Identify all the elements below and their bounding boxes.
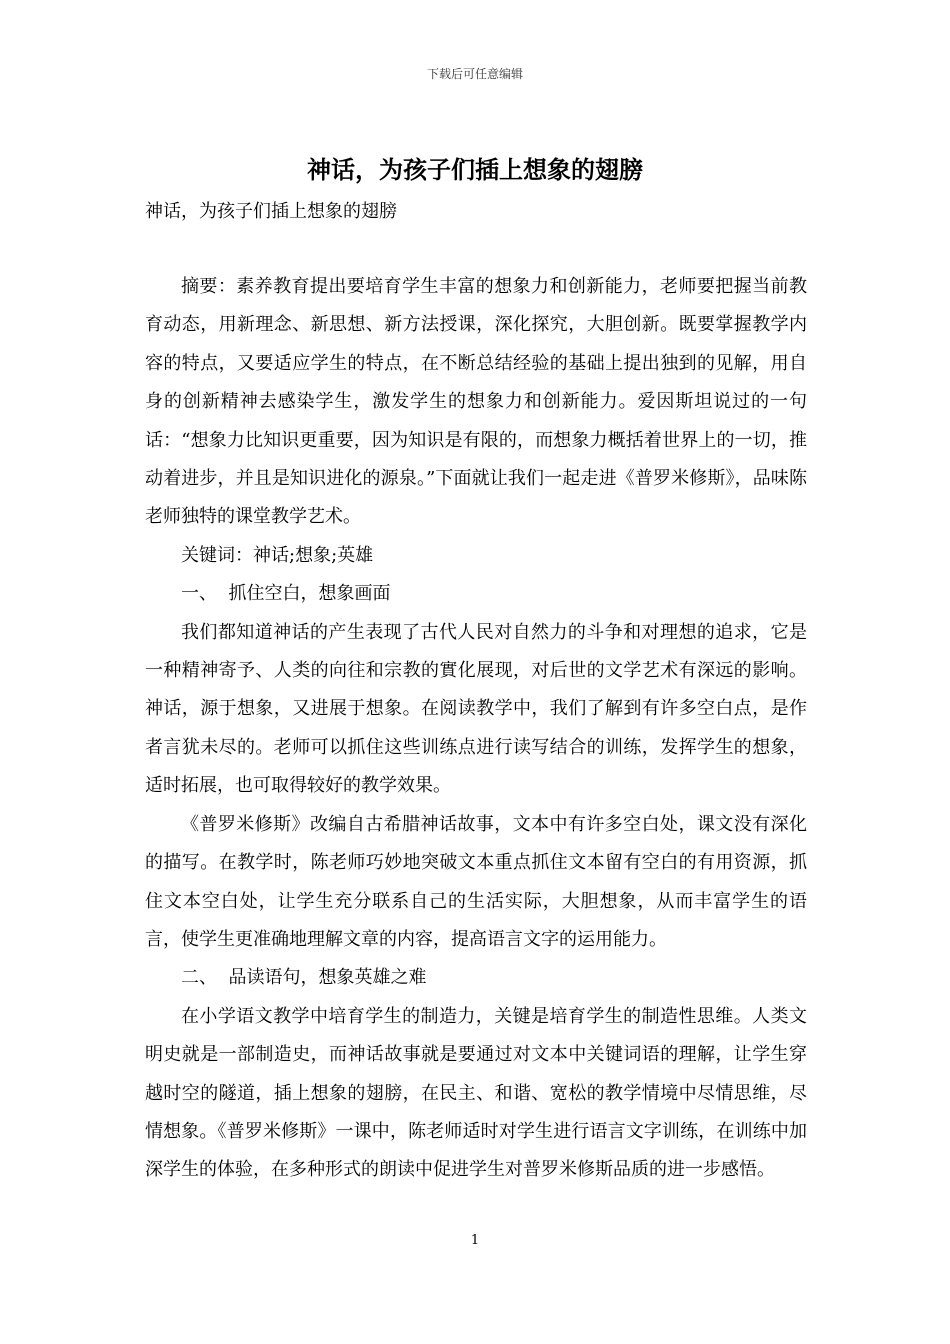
body-paragraph: 我们都知道神话的产生表现了古代人民对自然力的斗争和对理想的追求，它是一种精神寄予、人类的向往和宗教的實化展现，对后世的文学艺术有深远的影响。神话，源于想象，又进展于想象。在阅读教学中，我们了解到有许多空白点，是作者言犹未尽的。老师可以抓住这些训练点进行读写结合的训练，发挥学生的想象，适时拓展，也可取得较好的教学效果。 bbox=[145, 621, 807, 797]
document-subtitle: 神话，为孩子们插上想象的翅膀 bbox=[145, 201, 397, 222]
body-paragraph: 《普罗米修斯》改编自古希腊神话故事，文本中有许多空白处，课文没有深化的描写。在教学时，陈老师巧妙地突破文本重点抓住文本留有空白的有用资源，抓住文本空白处，让学生充分联系自己的生活实际，大胆想象，从而丰富学生的语言，使学生更准确地理解文章的内容，提高语言文字的运用能力。 bbox=[145, 813, 807, 950]
section-heading-1: 一、 抓住空白，想象画面 bbox=[181, 583, 391, 605]
section-heading-2: 二、 品读语句，想象英雄之难 bbox=[181, 967, 427, 989]
abstract-paragraph: 摘要：素养教育提出要培育学生丰富的想象力和创新能力，老师要把握当前教育动态，用新理念、新思想、新方法授课，深化探究，大胆创新。既要掌握教学内容的特点，又要适应学生的特点，在不断总结经验的基础上提出独到的见解，用自身的创新精神去感染学生，激发学生的想象力和创新能力。爱因斯坦说过的一句话：“想象力比知识更重要，因为知识是有限的，而想象力概括着世界上的一切，推动着进步，并且是知识进化的源泉。”下面就让我们一起走进《普罗米修斯》，品味陈老师独特的课堂教学艺术。 bbox=[145, 276, 807, 528]
keywords-line: 关键词：神话;想象;英雄 bbox=[181, 544, 374, 566]
page-header-note: 下载后可任意编辑 bbox=[426, 67, 523, 81]
body-paragraph: 在小学语文教学中培育学生的制造力，关键是培育学生的制造性思维。人类文明史就是一部制造史，而神话故事就是要通过对文本中关键词语的理解，让学生穿越时空的隧道，插上想象的翅膀，在民主、和谐、宽松的教学情境中尽情思维，尽情想象。《普罗米修斯》一课中，陈老师适时对学生进行语言文字训练，在训练中加深学生的体验，在多种形式的朗读中促进学生对普罗米修斯品质的进一步感悟。 bbox=[145, 1005, 807, 1181]
document-body bbox=[145, 268, 807, 1190]
document-title: 神话，为孩子们插上想象的翅膀 bbox=[307, 155, 643, 184]
page-number: 1 bbox=[470, 1233, 480, 1248]
